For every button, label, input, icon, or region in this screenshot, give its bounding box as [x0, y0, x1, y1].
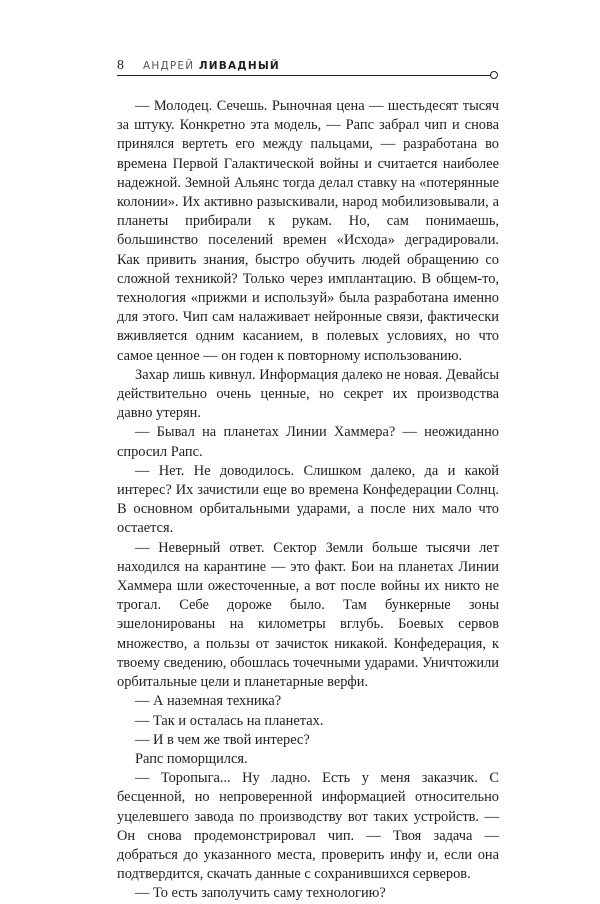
paragraph: — И в чем же твой интерес?	[135, 731, 310, 748]
running-header	[117, 58, 497, 78]
page-number: 8	[117, 58, 124, 73]
author-name	[143, 59, 280, 73]
paragraph: Захар лишь кивнул. Информация далеко не новая. Девайсы действительно очень ценные, но секрет их производства давно утерян.	[117, 366, 499, 422]
header-rule-circle-ornament	[490, 71, 498, 79]
paragraph: — То есть заполучить саму технологию?	[135, 885, 386, 902]
paragraph: — Молодец. Сечешь. Рыночная цена — шестьдесят тысяч за штуку. Конкретно эта модель, — Рапс забрал чип и снова принялся вертеть его между пальцами, — разработана во времена Первой Галактической войны и считается наиболее надежной. Земной Альянс тогда делал ставку на «потерянные колонии». Их активно разыскивали, народ мобилизовывали, а планеты прибирали к рукам. Но, сам понимаешь, большинство поселений времен «Исхода» деградировали. Как привить знания, быстро обучить людей обращению со сложной техникой? Только через имплантацию. В общем-то, технология «прижми и используй» была разработана именно для этого. Чип сам налаживает нейронные связи, фактически вживляется одним касанием, в полевых условиях, но что самое ценное — он годен к повторному использованию.	[117, 98, 499, 364]
author-last-name: ЛИВАДНЫЙ	[198, 60, 280, 72]
paragraph: — Нет. Не доводилось. Слишком далеко, да и какой интерес? Их зачистили еще во времена Конфедерации Солнц. В основном орбитальными ударами, а после них мало что остается.	[117, 462, 499, 537]
paragraph: — А наземная техника?	[135, 693, 282, 710]
author-first-name: АНДРЕЙ	[143, 60, 195, 72]
paragraph: — Неверный ответ. Сектор Земли больше тысячи лет находился на карантине — это факт. Бои на планетах Линии Хаммера шли ожесточенные, а вот после войны их никто не трогал. Себе дороже было. Там бункерные зоны эшелонированы на километры вглубь. Боевых сервов множество, а пользы от зачисток никакой. Конфедерация, к твоему сведению, обошлась точечными ударами. Уничтожили орбитальные цели и планетарные верфи.	[117, 539, 499, 691]
header-rule	[117, 75, 491, 76]
body-text	[117, 97, 499, 904]
paragraph: Рапс поморщился.	[135, 750, 248, 767]
paragraph: — Так и осталась на планетах.	[135, 712, 324, 729]
paragraph: — Торопыга... Ну ладно. Есть у меня заказчик. С бесценной, но непроверенной информацией относительно уцелевшего завода по производству вот таких устройств. — Он снова продемонстрировал чип. — Твоя задача — добраться до указанного места, проверить инфу и, если она подтвердится, скачать данные с сохранившихся серверов.	[117, 770, 499, 883]
paragraph: — Бывал на планетах Линии Хаммера? — неожиданно спросил Рапс.	[117, 424, 499, 460]
